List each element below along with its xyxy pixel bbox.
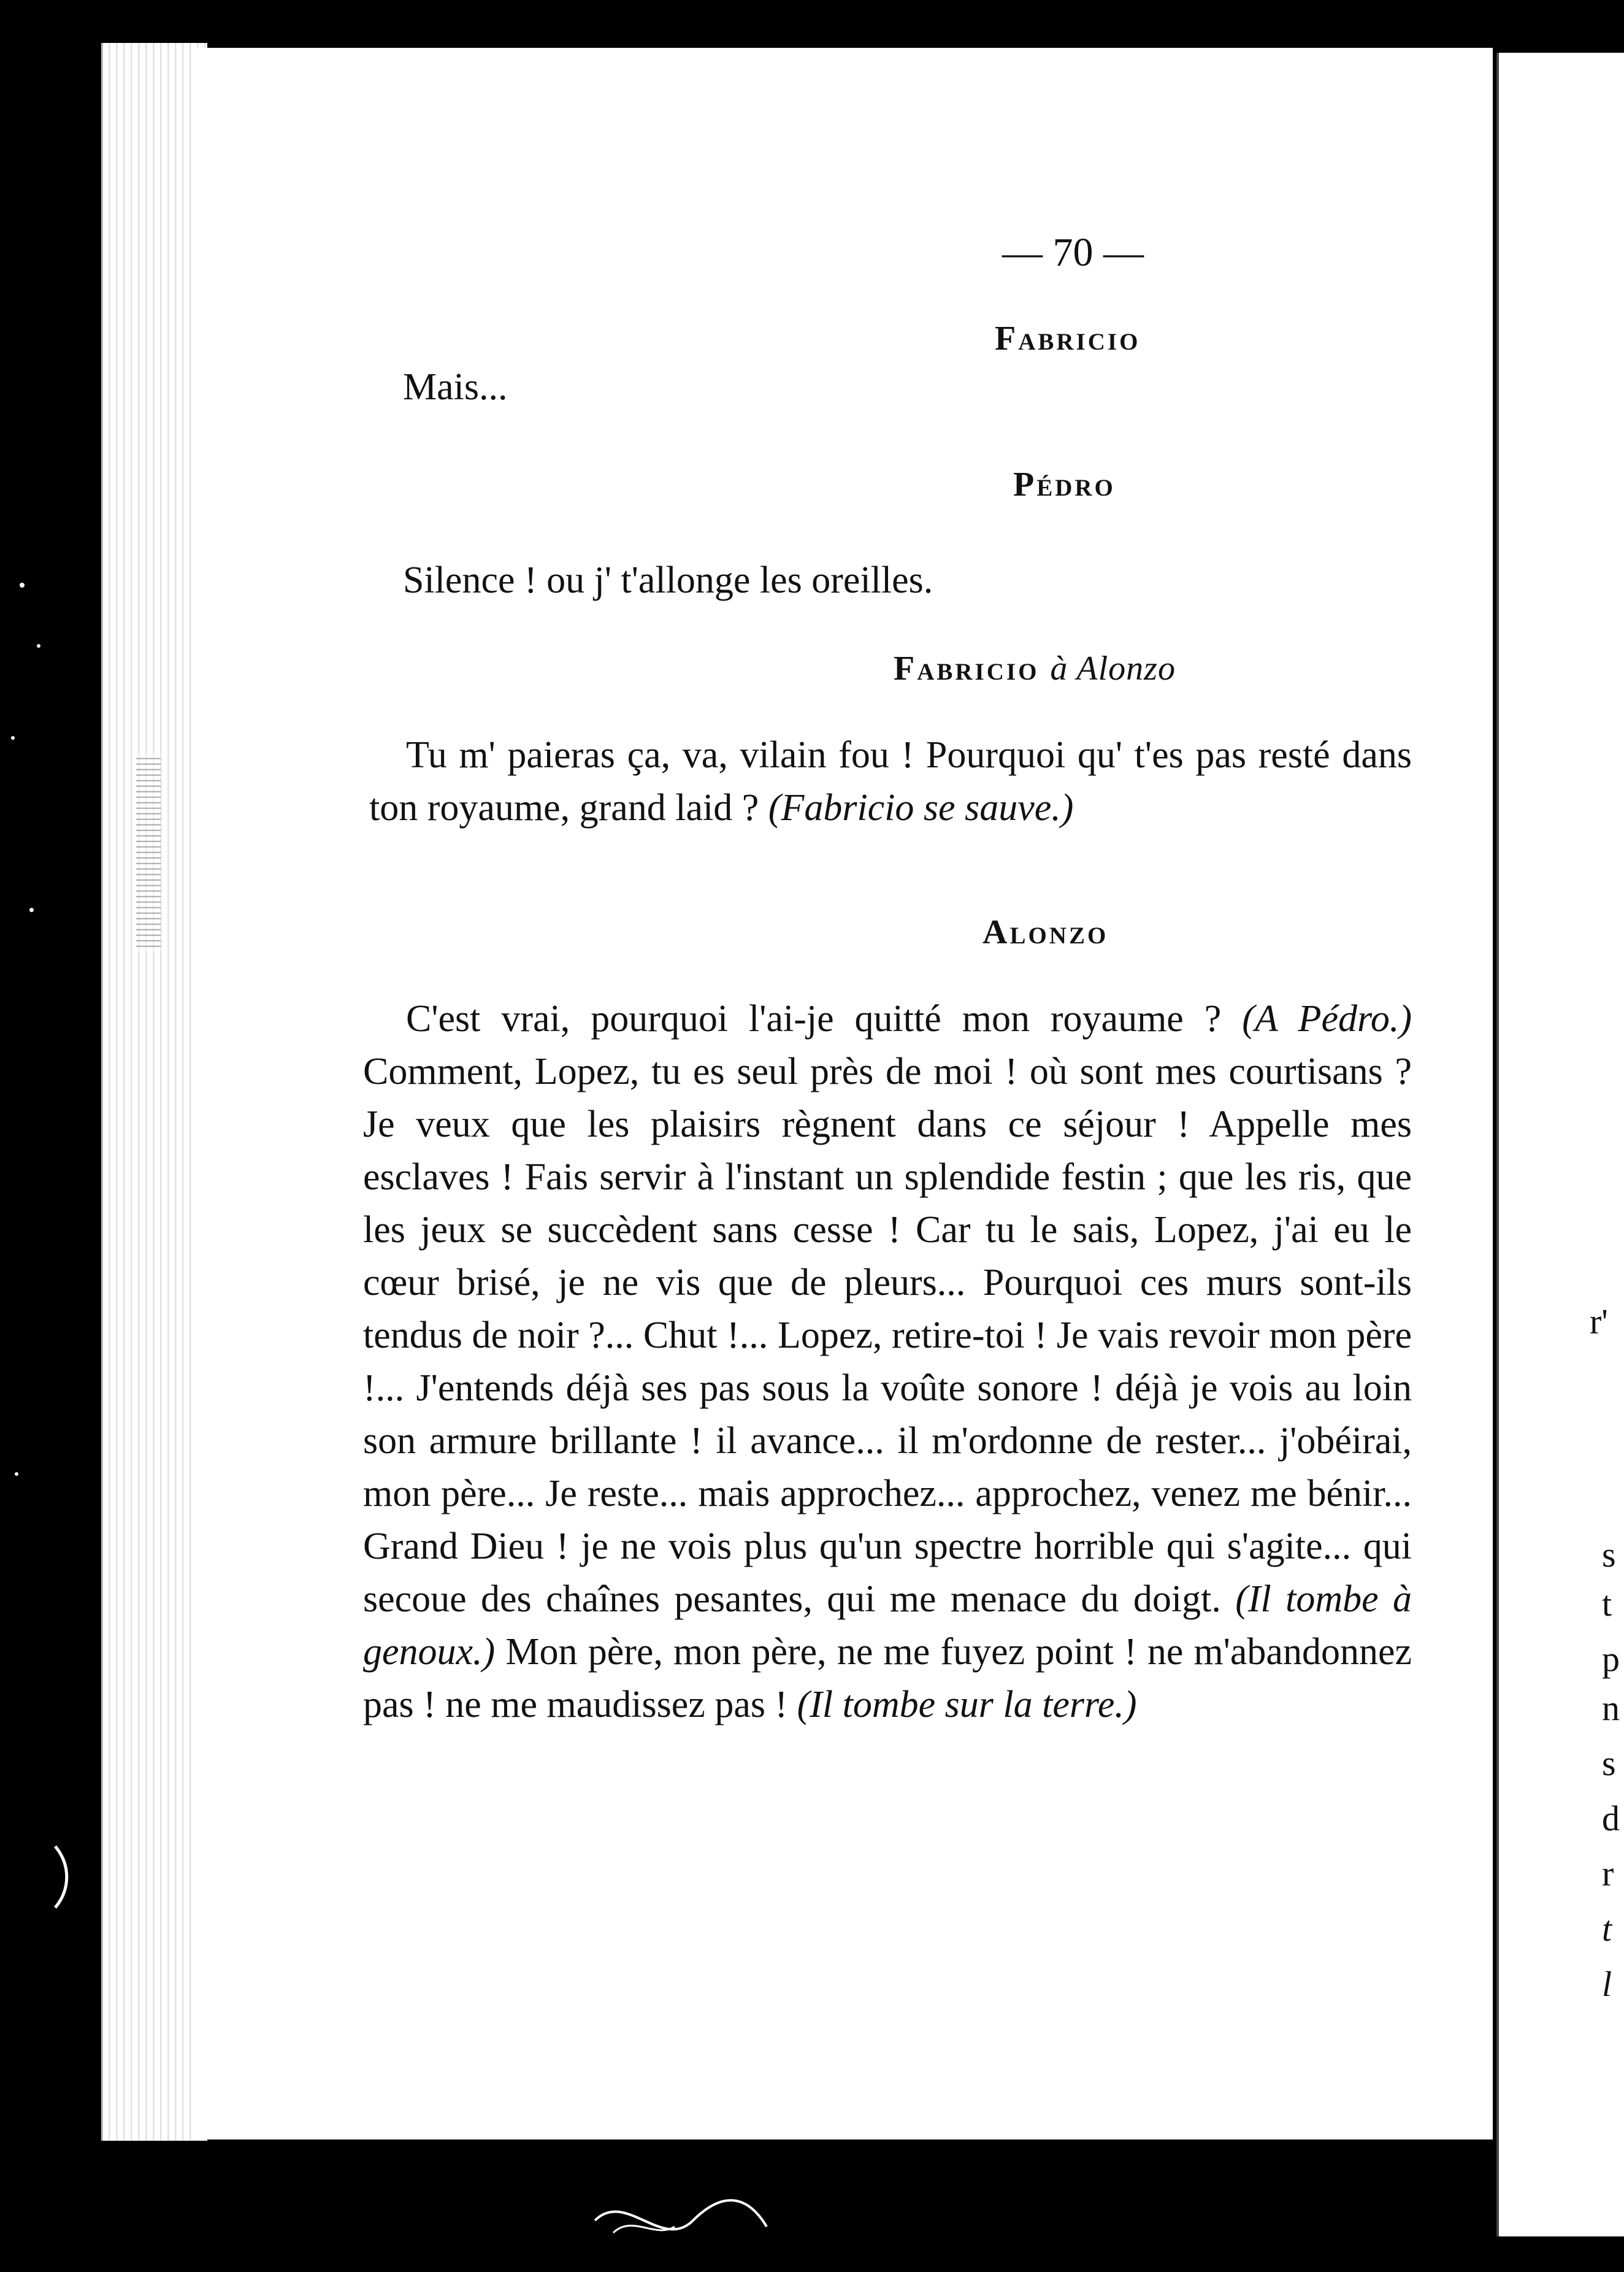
adjacent-fragment: d <box>1602 1798 1620 1838</box>
speaker-pedro: Pédro <box>1013 466 1116 504</box>
alonzo-stage-3: (Il tombe sur la terre.) <box>797 1684 1137 1725</box>
scan-speck <box>15 1472 18 1476</box>
stage-direction-fabricio: (Fabricio se sauve.) <box>768 787 1074 829</box>
adjacent-fragment: n <box>1602 1688 1620 1728</box>
scan-speck <box>37 644 40 648</box>
adjacent-fragment: p <box>1602 1639 1620 1679</box>
page-edge-specks <box>136 754 161 951</box>
scan-speck <box>20 583 25 588</box>
adjacent-fragment: t <box>1602 1909 1612 1949</box>
adjacent-fragment: s <box>1602 1743 1616 1783</box>
speech-alonzo <box>363 992 1412 1731</box>
alonzo-line-part-1: C'est vrai, pourquoi l'ai-je quitté mon royaume ? <box>406 998 1222 1040</box>
adjacent-fragment: t <box>1602 1584 1612 1624</box>
page-number: — 70 — <box>1002 230 1144 275</box>
adjacent-fragment: r' <box>1590 1302 1608 1341</box>
speaker-fabricio-to-alonzo <box>894 649 1176 688</box>
scan-scribble-mark <box>589 2184 773 2257</box>
line-pedro-silence: Silence ! ou j' t'allonge les oreilles. <box>403 559 933 601</box>
scan-speck <box>11 736 15 740</box>
line-fabricio-insult: Tu m' paieras ça, va, vilain fou ! Pourquoi qu' t'es pas resté dans ton royaume, grand laid ? <box>369 734 1412 829</box>
alonzo-line-part-3: Mon père, mon père, ne me fuyez point ! ne m'abandonnez pas ! ne me maudissez pas ! <box>363 1631 1412 1725</box>
speaker-alonzo: Alonzo <box>982 913 1109 951</box>
alonzo-stage-2: (Il tombe à genoux.) <box>363 1578 1412 1673</box>
speaker-fabricio: Fabricio <box>995 320 1141 358</box>
alonzo-line-part-2: Comment, Lopez, tu es seul près de moi ! où sont mes courtisans ? Je veux que les plaisirs règnent dans ce séjour ! Appelle mes esclaves ! Fais servir à l'instant un splendide festin ; que les ris, que les jeux se succèdent sans cesse ! Car tu le sais, Lopez, j'ai eu le cœur brisé, je ne vis que de pleurs... Pourquoi ces murs sont-ils tendus de noir ?... Chut !... Lopez, retire-toi ! Je vais revoir mon père !... J'entends déjà ses pas sous la voûte sonore ! déjà je vois au loin son armure brillante ! il avance... il m'ordonne de rester... j'obéirai, mon père... Je reste... mais approchez... approchez, venez me bénir... Grand Dieu ! je ne vois plus qu'un spectre horrible qui s'agite... qui secoue des chaînes pesantes, qui me menace du doigt. <box>363 1051 1412 1620</box>
line-fabricio-mais: Mais... <box>403 366 508 408</box>
alonzo-stage-1: (A Pédro.) <box>1242 998 1412 1040</box>
speaker-name: Fabricio <box>894 650 1040 688</box>
adjacent-fragment: s <box>1602 1535 1616 1575</box>
scan-bracket-mark <box>43 1840 80 1914</box>
scan-speck <box>29 908 34 912</box>
adjacent-fragment: l <box>1602 1964 1612 2004</box>
book-page <box>191 48 1493 2140</box>
speech-fabricio <box>369 729 1412 834</box>
adjacent-page-edge <box>1496 53 1624 2236</box>
speaker-direction: à Alonzo <box>1050 650 1176 688</box>
adjacent-fragment: r <box>1602 1854 1614 1894</box>
